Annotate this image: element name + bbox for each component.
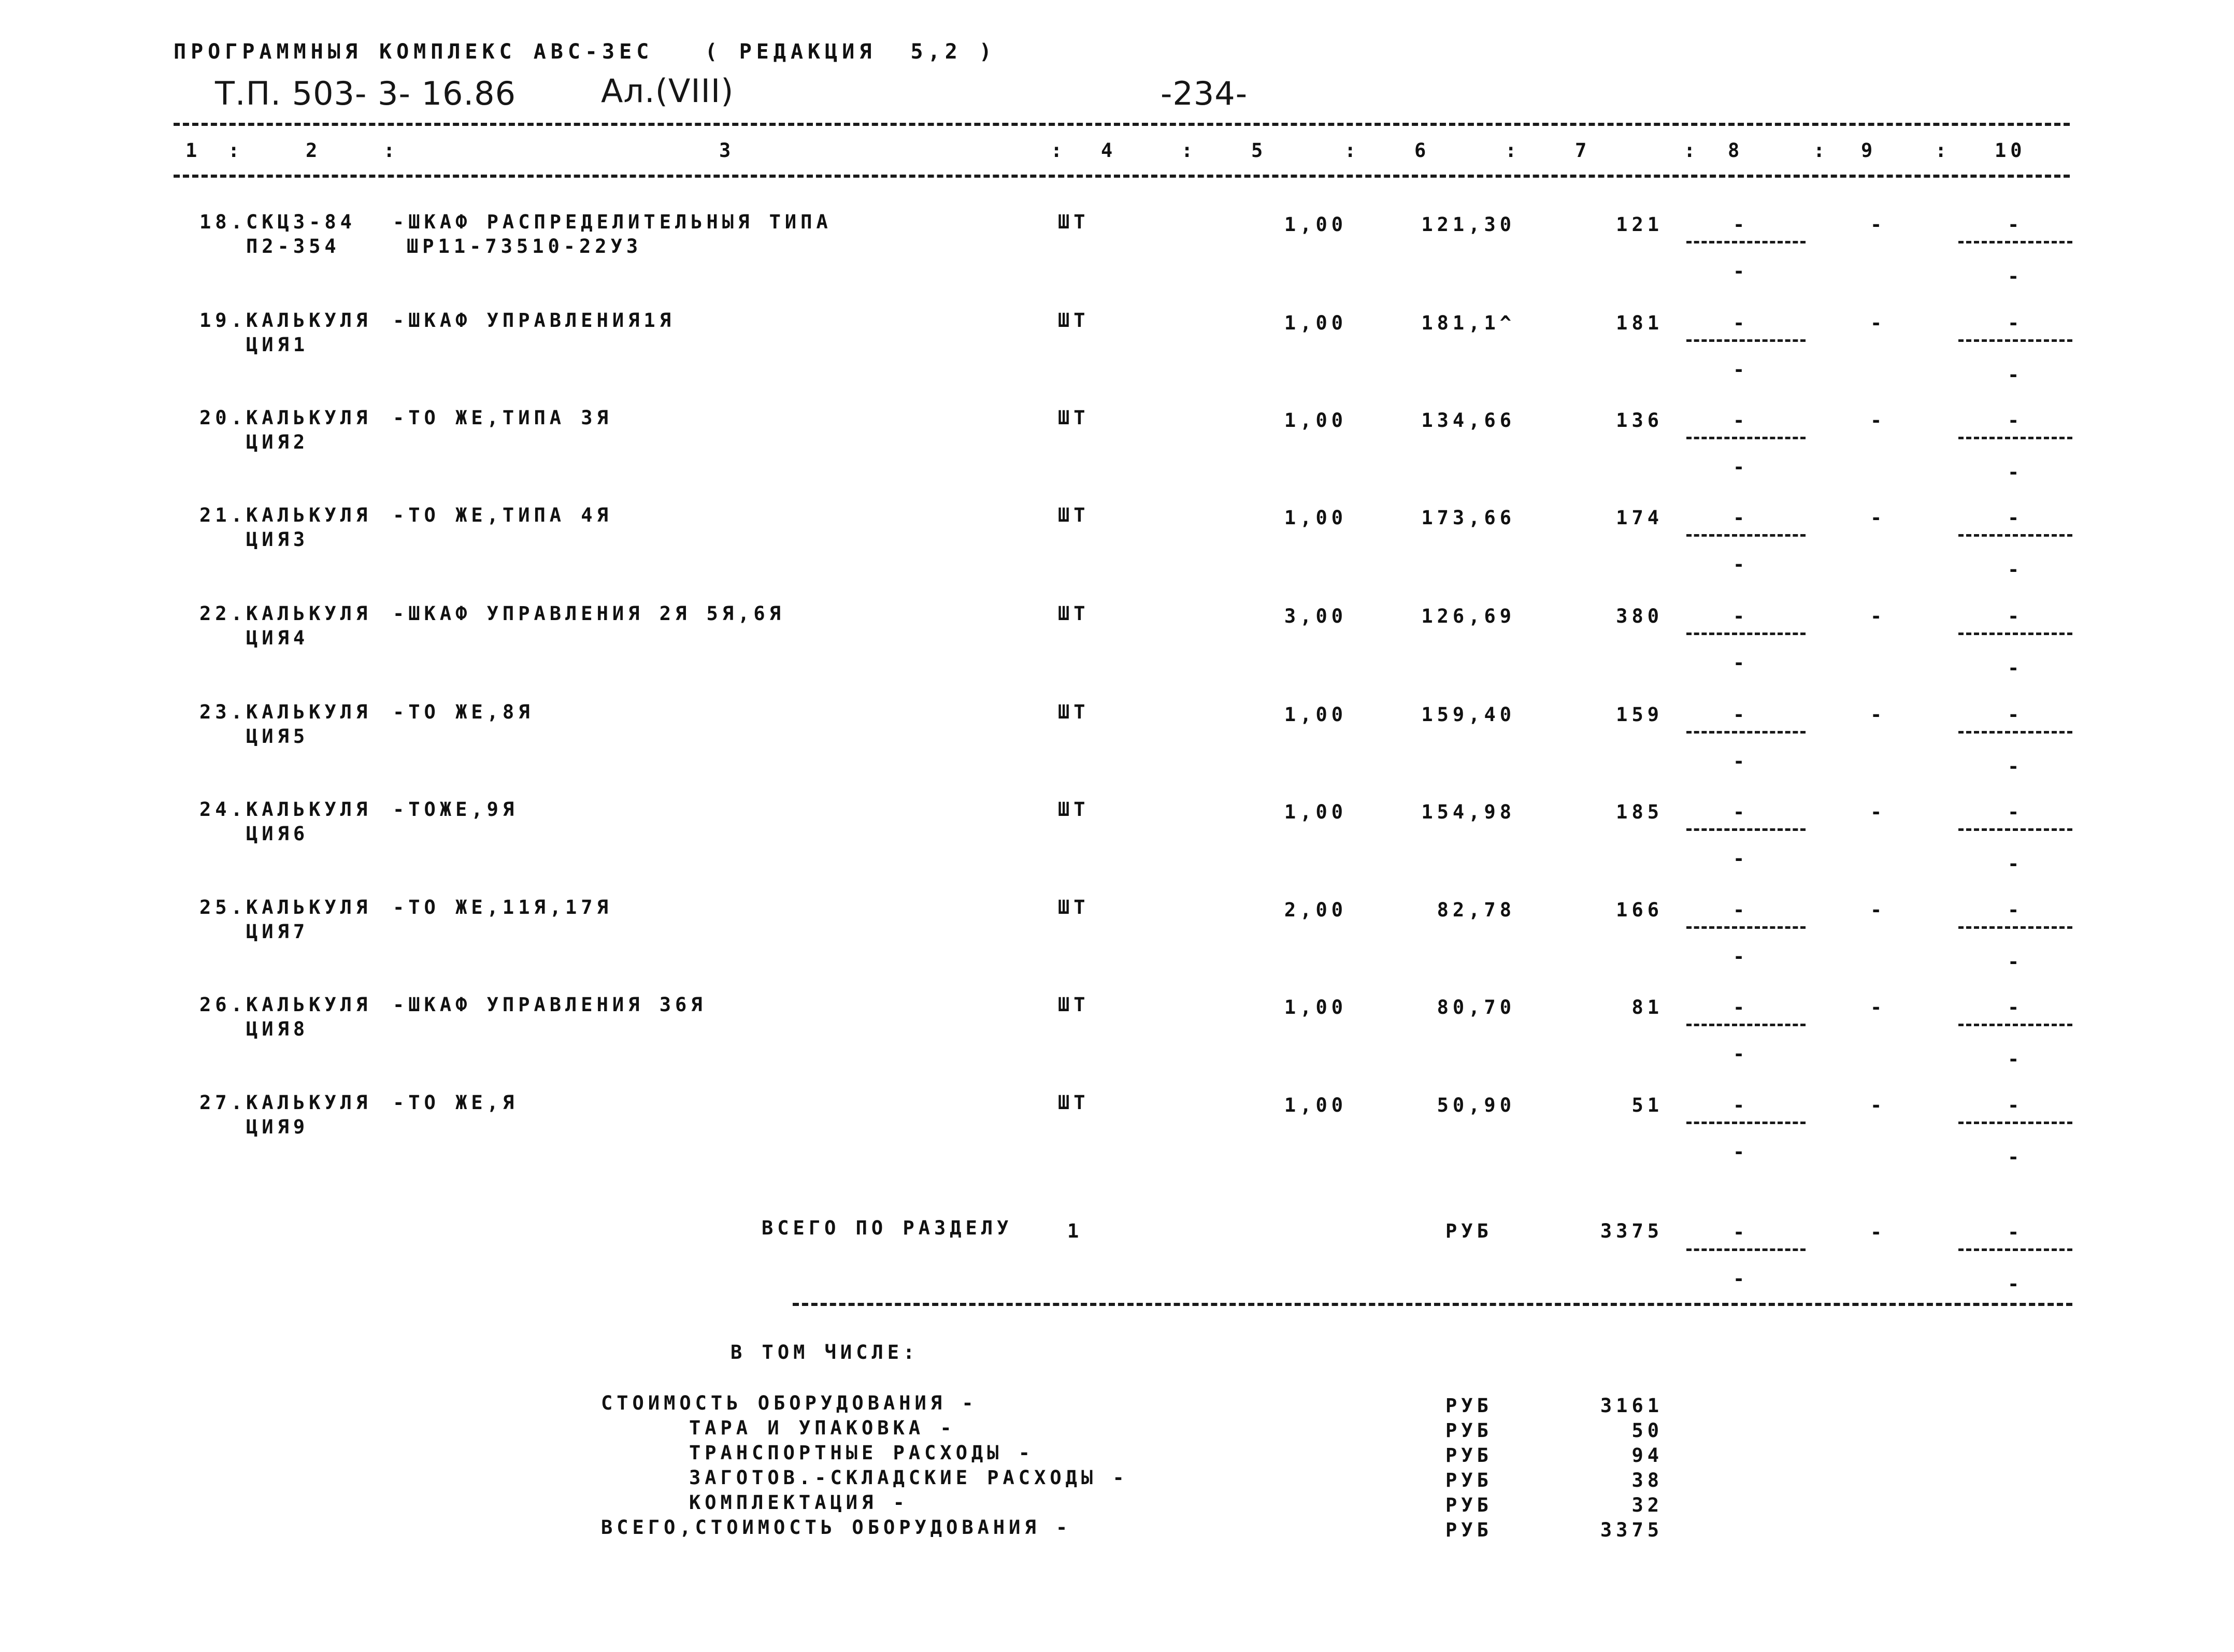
section-total-number: 1: [1067, 1220, 1083, 1242]
col10-dash-top: -: [2008, 409, 2024, 432]
col8-dash-bottom: -: [1733, 553, 1749, 576]
col10-dash-line: [1958, 241, 2072, 243]
row-total: 185: [1616, 801, 1663, 823]
section-total-value: 3375: [1600, 1220, 1663, 1242]
col8-dash-bottom: -: [1733, 945, 1749, 968]
row-code-line2: ЦИЯ9: [246, 1116, 309, 1138]
col9-dash: -: [1870, 312, 1886, 334]
col10-dash-bottom: -: [2008, 853, 2024, 875]
col8-dash-line: [1686, 437, 1806, 439]
col10-dash-bottom: -: [2008, 461, 2024, 483]
col8-dash-top: -: [1733, 605, 1749, 627]
col10-dash-top: -: [2008, 312, 2024, 334]
col8-dash-top: -: [1733, 213, 1749, 236]
row-quantity: 1,00: [1284, 996, 1347, 1018]
col10-dash-bottom: -: [2008, 1048, 2024, 1070]
row-unit-price: 181,1^: [1421, 312, 1515, 334]
row-quantity: 1,00: [1284, 801, 1347, 823]
row-name-line1: -ШКАФ УПРАВЛЕНИЯ 2Я 5Я,6Я: [393, 602, 785, 625]
col8-dash-bottom: -: [1733, 847, 1749, 870]
row-number: 18.: [199, 211, 247, 233]
row-unit: ШТ: [1058, 798, 1090, 821]
row-code-line2: П2-354: [246, 235, 340, 257]
col10-dash-bottom: -: [2008, 1273, 2024, 1295]
col10-dash-line: [1958, 828, 2072, 831]
col8-dash-top: -: [1733, 801, 1749, 823]
row-name-line1: -ШКАФ УПРАВЛЕНИЯ 36Я: [393, 994, 707, 1016]
col10-dash-line: [1958, 926, 2072, 929]
col9-dash: -: [1870, 507, 1886, 529]
row-number: 25.: [199, 896, 247, 918]
breakdown-label: ТАРА И УПАКОВКА -: [689, 1417, 956, 1439]
col9-dash: -: [1870, 213, 1886, 236]
col9-dash: -: [1870, 703, 1886, 726]
row-unit: ШТ: [1058, 602, 1090, 625]
column-separator: :: [228, 139, 244, 162]
column-separator: :: [1935, 139, 1951, 162]
col10-dash-bottom: -: [2008, 1146, 2024, 1168]
row-code-line1: КАЛЬКУЛЯ: [246, 602, 372, 625]
row-code-line2: ЦИЯ7: [246, 921, 309, 943]
row-code-line2: ЦИЯ6: [246, 823, 309, 845]
col8-dash-bottom: -: [1733, 456, 1749, 478]
col10-dash-bottom: -: [2008, 657, 2024, 679]
row-quantity: 1,00: [1284, 1094, 1347, 1116]
row-code-line1: КАЛЬКУЛЯ: [246, 1091, 372, 1114]
column-separator: :: [1684, 139, 1700, 162]
col10-dash-line: [1958, 1248, 2072, 1251]
row-total: 136: [1616, 409, 1663, 432]
col8-dash-bottom: -: [1733, 1141, 1749, 1163]
row-code-line1: КАЛЬКУЛЯ: [246, 798, 372, 821]
row-quantity: 1,00: [1284, 312, 1347, 334]
row-unit: ШТ: [1058, 701, 1090, 723]
column-header-7: 7: [1575, 139, 1591, 162]
row-unit-price: 134,66: [1421, 409, 1515, 432]
col8-dash-top: -: [1733, 312, 1749, 334]
col8-dash-line: [1686, 241, 1806, 243]
column-header-4: 4: [1101, 139, 1117, 162]
col10-dash-top: -: [2008, 1221, 2024, 1243]
header-rule-top: [174, 123, 2070, 126]
col8-dash-line: [1686, 534, 1806, 537]
doc-code: Т.П. 503- 3- 16.86: [215, 75, 517, 112]
row-unit-price: 80,70: [1437, 996, 1515, 1018]
breakdown-label: ВСЕГО,СТОИМОСТЬ ОБОРУДОВАНИЯ -: [601, 1516, 1072, 1539]
column-header-9: 9: [1861, 139, 1877, 162]
row-quantity: 2,00: [1284, 899, 1347, 921]
row-unit-price: 50,90: [1437, 1094, 1515, 1116]
column-header-10: 10: [1995, 139, 2026, 162]
col8-dash-top: -: [1733, 703, 1749, 726]
row-unit-price: 126,69: [1421, 605, 1515, 627]
col10-dash-bottom: -: [2008, 364, 2024, 386]
total-separator: [793, 1303, 2072, 1306]
breakdown-unit: РУБ: [1445, 1469, 1493, 1491]
col10-dash-line: [1958, 534, 2072, 537]
section-total-unit: РУБ: [1445, 1220, 1493, 1242]
col8-dash-top: -: [1733, 507, 1749, 529]
row-number: 19.: [199, 309, 247, 332]
col10-dash-line: [1958, 437, 2072, 439]
column-header-3: 3: [719, 139, 735, 162]
col10-dash-top: -: [2008, 605, 2024, 627]
row-name-line1: -ШКАФ УПРАВЛЕНИЯ1Я: [393, 309, 675, 332]
album-label: Ал.(VIII): [601, 72, 734, 110]
program-header: ПРОГРАММНЫЯ КОМПЛЕКС АВС-ЗЕС ( РЕДАКЦИЯ 5,2 ): [174, 40, 996, 64]
breakdown-label: ЗАГОТОВ.-СКЛАДСКИЕ РАСХОДЫ -: [689, 1467, 1128, 1489]
column-separator: :: [1813, 139, 1829, 162]
col10-dash-line: [1958, 633, 2072, 635]
row-name-line1: -ТО ЖЕ,ТИПА 4Я: [393, 504, 612, 526]
col8-dash-bottom: -: [1733, 1268, 1749, 1290]
column-separator: :: [1181, 139, 1197, 162]
column-separator: :: [383, 139, 399, 162]
row-total: 121: [1616, 213, 1663, 236]
column-header-8: 8: [1728, 139, 1744, 162]
col8-dash-bottom: -: [1733, 1043, 1749, 1065]
row-code-line1: КАЛЬКУЛЯ: [246, 994, 372, 1016]
col10-dash-top: -: [2008, 801, 2024, 823]
row-unit: ШТ: [1058, 407, 1090, 429]
col8-dash-top: -: [1733, 1221, 1749, 1243]
breakdown-label: СТОИМОСТЬ ОБОРУДОВАНИЯ -: [601, 1392, 978, 1414]
including-label: В ТОМ ЧИСЛЕ:: [731, 1341, 919, 1363]
col8-dash-bottom: -: [1733, 750, 1749, 772]
row-code-line1: КАЛЬКУЛЯ: [246, 701, 372, 723]
row-name-line1: -ТО ЖЕ,8Я: [393, 701, 534, 723]
row-name-line2: ШР11-73510-22У3: [407, 235, 642, 257]
row-name-line1: -ТО ЖЕ,11Я,17Я: [393, 896, 612, 918]
row-code-line2: ЦИЯ1: [246, 334, 309, 356]
col8-dash-line: [1686, 1024, 1806, 1026]
row-name-line1: -ТО ЖЕ,Я: [393, 1091, 519, 1114]
breakdown-unit: РУБ: [1445, 1444, 1493, 1467]
col10-dash-line: [1958, 731, 2072, 734]
row-code-line1: КАЛЬКУЛЯ: [246, 309, 372, 332]
row-unit: ШТ: [1058, 309, 1090, 332]
col8-dash-top: -: [1733, 899, 1749, 921]
row-number: 27.: [199, 1091, 247, 1114]
row-code-line2: ЦИЯ2: [246, 431, 309, 453]
col10-dash-bottom: -: [2008, 755, 2024, 778]
row-quantity: 3,00: [1284, 605, 1347, 627]
col9-dash: -: [1870, 605, 1886, 627]
row-number: 24.: [199, 798, 247, 821]
col10-dash-line: [1958, 339, 2072, 342]
col10-dash-line: [1958, 1024, 2072, 1026]
row-code-line1: КАЛЬКУЛЯ: [246, 407, 372, 429]
row-quantity: 1,00: [1284, 213, 1347, 236]
col10-dash-top: -: [2008, 213, 2024, 236]
row-total: 81: [1631, 996, 1663, 1018]
row-total: 181: [1616, 312, 1663, 334]
col8-dash-top: -: [1733, 1094, 1749, 1116]
breakdown-value: 94: [1631, 1444, 1663, 1467]
col8-dash-line: [1686, 1248, 1806, 1251]
column-separator: :: [1344, 139, 1361, 162]
col9-dash: -: [1870, 1094, 1886, 1116]
col9-dash: -: [1870, 1221, 1886, 1243]
breakdown-value: 32: [1631, 1494, 1663, 1516]
row-code-line2: ЦИЯ8: [246, 1018, 309, 1040]
row-unit: ШТ: [1058, 994, 1090, 1016]
col8-dash-line: [1686, 1122, 1806, 1124]
row-number: 23.: [199, 701, 247, 723]
row-name-line1: -ТОЖЕ,9Я: [393, 798, 519, 821]
row-unit: ШТ: [1058, 504, 1090, 526]
row-quantity: 1,00: [1284, 409, 1347, 432]
row-code-line2: ЦИЯ5: [246, 725, 309, 748]
col10-dash-bottom: -: [2008, 558, 2024, 581]
header-rule-bottom: [174, 175, 2070, 178]
row-name-line1: -ТО ЖЕ,ТИПА 3Я: [393, 407, 612, 429]
col10-dash-top: -: [2008, 507, 2024, 529]
col9-dash: -: [1870, 899, 1886, 921]
row-code-line2: ЦИЯ3: [246, 528, 309, 551]
col8-dash-bottom: -: [1733, 260, 1749, 282]
col10-dash-top: -: [2008, 996, 2024, 1018]
row-number: 26.: [199, 994, 247, 1016]
row-total: 51: [1631, 1094, 1663, 1116]
row-unit-price: 82,78: [1437, 899, 1515, 921]
row-unit-price: 173,66: [1421, 507, 1515, 529]
col8-dash-line: [1686, 633, 1806, 635]
breakdown-label: ТРАНСПОРТНЫЕ РАСХОДЫ -: [689, 1442, 1035, 1464]
row-unit: ШТ: [1058, 1091, 1090, 1114]
section-total-label: ВСЕГО ПО РАЗДЕЛУ: [762, 1217, 1013, 1239]
column-separator: :: [1505, 139, 1521, 162]
page-number: -234-: [1161, 75, 1248, 112]
row-total: 159: [1616, 703, 1663, 726]
row-code-line1: КАЛЬКУЛЯ: [246, 896, 372, 918]
breakdown-label: КОМПЛЕКТАЦИЯ -: [689, 1491, 909, 1514]
column-header-2: 2: [306, 139, 322, 162]
row-total: 174: [1616, 507, 1663, 529]
col8-dash-line: [1686, 731, 1806, 734]
row-total: 166: [1616, 899, 1663, 921]
breakdown-value: 50: [1631, 1419, 1663, 1442]
col8-dash-top: -: [1733, 996, 1749, 1018]
col10-dash-top: -: [2008, 1094, 2024, 1116]
breakdown-unit: РУБ: [1445, 1419, 1493, 1442]
col10-dash-bottom: -: [2008, 951, 2024, 973]
breakdown-unit: РУБ: [1445, 1395, 1493, 1417]
col9-dash: -: [1870, 409, 1886, 432]
row-number: 21.: [199, 504, 247, 526]
row-number: 20.: [199, 407, 247, 429]
column-header-1: 1: [185, 139, 202, 162]
row-unit-price: 154,98: [1421, 801, 1515, 823]
column-separator: :: [1051, 139, 1067, 162]
col9-dash: -: [1870, 801, 1886, 823]
col8-dash-line: [1686, 339, 1806, 342]
col9-dash: -: [1870, 996, 1886, 1018]
col10-dash-line: [1958, 1122, 2072, 1124]
row-unit-price: 159,40: [1421, 703, 1515, 726]
row-total: 380: [1616, 605, 1663, 627]
row-unit: ШТ: [1058, 211, 1090, 233]
col8-dash-line: [1686, 926, 1806, 929]
col8-dash-bottom: -: [1733, 358, 1749, 381]
row-number: 22.: [199, 602, 247, 625]
row-quantity: 1,00: [1284, 507, 1347, 529]
col10-dash-bottom: -: [2008, 265, 2024, 288]
col8-dash-top: -: [1733, 409, 1749, 432]
col10-dash-top: -: [2008, 703, 2024, 726]
col8-dash-bottom: -: [1733, 652, 1749, 674]
breakdown-unit: РУБ: [1445, 1494, 1493, 1516]
breakdown-value: 3375: [1600, 1519, 1663, 1541]
col10-dash-top: -: [2008, 899, 2024, 921]
col8-dash-line: [1686, 828, 1806, 831]
row-code-line1: СКЦ3-84: [246, 211, 356, 233]
row-quantity: 1,00: [1284, 703, 1347, 726]
row-code-line1: КАЛЬКУЛЯ: [246, 504, 372, 526]
breakdown-unit: РУБ: [1445, 1519, 1493, 1541]
column-header-6: 6: [1414, 139, 1430, 162]
breakdown-value: 38: [1631, 1469, 1663, 1491]
column-header-5: 5: [1251, 139, 1267, 162]
row-name-line1: -ШКАФ РАСПРЕДЕЛИТЕЛЬНЫЯ ТИПА: [393, 211, 832, 233]
row-code-line2: ЦИЯ4: [246, 627, 309, 649]
row-unit: ШТ: [1058, 896, 1090, 918]
row-unit-price: 121,30: [1421, 213, 1515, 236]
breakdown-value: 3161: [1600, 1395, 1663, 1417]
